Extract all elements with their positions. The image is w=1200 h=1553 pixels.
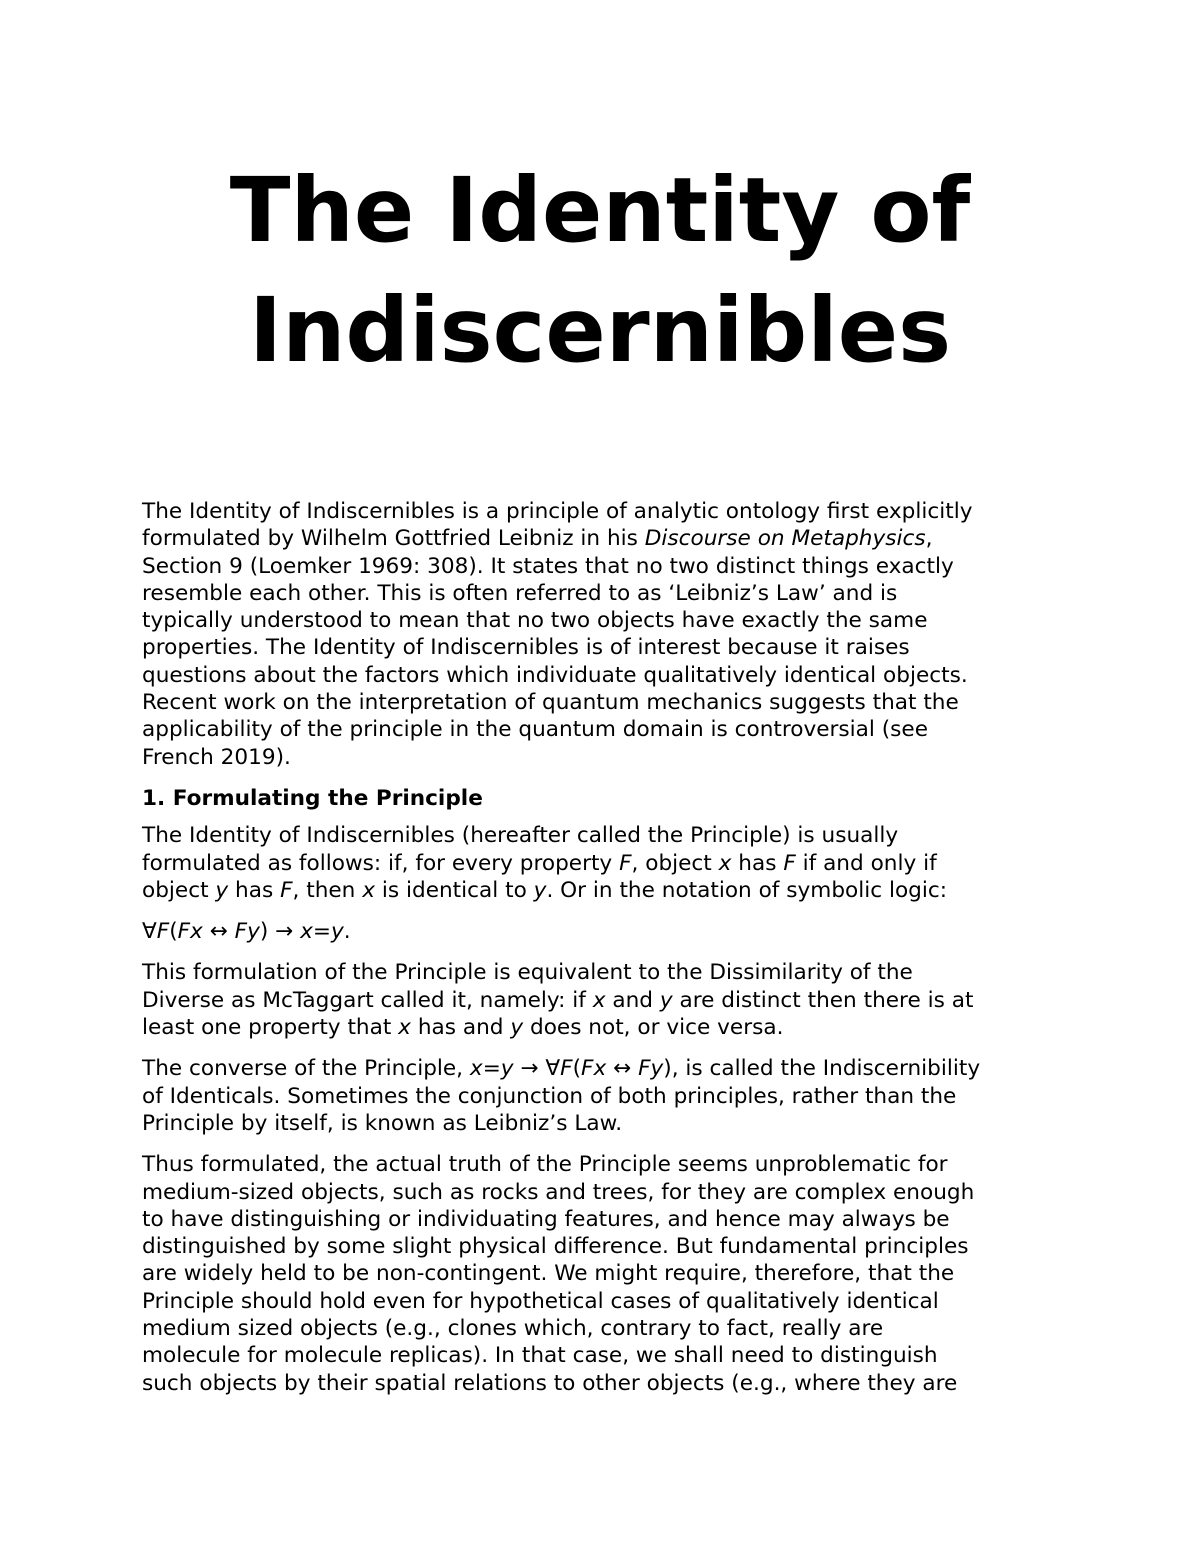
text-run: formulated as follows: if, for every property	[142, 850, 620, 876]
text-line	[142, 987, 1072, 1014]
text-line	[142, 850, 1072, 877]
variable: F	[783, 850, 796, 876]
text-line: medium sized objects (e.g., clones which, contrary to fact, really are	[142, 1316, 884, 1342]
symbol: .	[343, 919, 351, 945]
variable: y	[215, 877, 229, 903]
symbol: ↔	[606, 1056, 639, 1082]
symbol: =	[482, 1056, 501, 1082]
text-line	[142, 918, 1072, 945]
text-line: applicability of the principle in the quantum domain is controversial (see	[142, 717, 928, 743]
variable: x	[469, 1056, 483, 1082]
variable: Fx	[177, 919, 203, 945]
variable: x	[362, 877, 376, 903]
variable: F	[156, 919, 170, 945]
text-line: properties. The Identity of Indiscernibles is of interest because it raises	[142, 635, 910, 661]
variable: y	[659, 987, 673, 1013]
text-line: Section 9 (Loemker 1969: 308). It states that no two distinct things exactly	[142, 553, 954, 579]
paragraph	[142, 1055, 1072, 1137]
text-run: , then	[292, 877, 363, 903]
text-line: questions about the factors which individuate qualitatively identical objects.	[142, 662, 968, 688]
text-line: The Identity of Indiscernibles is a principle of analytic ontology first explicitly	[142, 499, 973, 524]
text-run: object	[142, 877, 216, 903]
text-line	[142, 525, 1072, 552]
symbol: ∀	[142, 919, 157, 945]
text-line: The Identity of Indiscernibles (hereafter called the Principle) is usually	[142, 823, 899, 849]
text-line: typically understood to mean that no two objects have exactly the same	[142, 608, 928, 634]
section-heading: 1. Formulating the Principle	[142, 785, 483, 811]
logic-formula	[142, 918, 1072, 945]
document-body	[142, 498, 1072, 1411]
text-line: distinguished by some slight physical difference. But fundamental principles	[142, 1234, 969, 1260]
variable: x	[592, 987, 606, 1013]
text-run: has and	[410, 1015, 511, 1041]
text-run: Diverse as McTaggart called it, namely: if	[142, 987, 593, 1013]
variable: y	[500, 1056, 514, 1082]
text-line: are widely held to be non-contingent. We might require, therefore, that the	[142, 1261, 955, 1287]
title-line: Indiscernibles	[248, 278, 952, 382]
title-line: The Identity of	[229, 158, 971, 262]
variable: Fy	[638, 1056, 664, 1082]
text-run: formulated by Wilhelm Gottfried Leibniz in his	[142, 526, 645, 552]
symbol: (	[572, 1056, 582, 1082]
variable: x	[398, 1015, 411, 1041]
paragraph	[142, 1151, 1072, 1397]
text-line	[142, 1014, 1072, 1041]
variable: y	[331, 919, 344, 945]
variable: y	[533, 877, 547, 903]
text-line: Recent work on the interpretation of quantum mechanics suggests that the	[142, 690, 959, 716]
variable: F	[280, 877, 293, 903]
variable: y	[510, 1015, 524, 1041]
text-line: resemble each other. This is often referred to as ‘Leibniz’s Law’ and is	[142, 580, 898, 606]
paragraph	[142, 822, 1072, 904]
text-run: . Or in the notation of symbolic logic:	[546, 877, 948, 903]
text-line: Principle should hold even for hypothetical cases of qualitatively identical	[142, 1288, 939, 1314]
symbol: → ∀	[513, 1056, 561, 1082]
text-line: molecule for molecule replicas). In that case, we shall need to distinguish	[142, 1343, 938, 1369]
paragraph	[142, 959, 1072, 1041]
text-line: Thus formulated, the actual truth of the Principle seems unproblematic for	[142, 1152, 948, 1178]
symbol: =	[312, 919, 331, 945]
text-line: French 2019).	[142, 744, 291, 770]
text-line: such objects by their spatial relations to other objects (e.g., where they are	[142, 1370, 958, 1396]
text-run: is identical to	[375, 877, 534, 903]
text-line	[142, 1055, 1072, 1082]
text-run: ), is called the Indiscernibility	[663, 1056, 981, 1082]
text-line: medium-sized objects, such as rocks and trees, for they are complex enough	[142, 1179, 975, 1205]
text-run: ,	[925, 526, 933, 552]
text-run: , object	[631, 850, 719, 876]
book-title: Discourse on Metaphysics	[644, 526, 926, 552]
intro-paragraph	[142, 498, 1072, 771]
text-line: of Identicals. Sometimes the conjunction of both principles, rather than the	[142, 1083, 957, 1109]
text-run: does not, or vice versa.	[523, 1015, 784, 1041]
page-title	[100, 150, 1100, 390]
symbol: (	[169, 919, 178, 945]
text-run: least one property that	[142, 1015, 399, 1041]
variable: F	[619, 850, 632, 876]
text-line: to have distinguishing or individuating features, and hence may always be	[142, 1206, 950, 1232]
variable: x	[718, 850, 732, 876]
variable: F	[560, 1056, 573, 1082]
text-line	[142, 877, 1072, 904]
text-run: are distinct then there is at	[672, 987, 974, 1013]
variable: Fx	[581, 1056, 607, 1082]
symbol: ↔	[202, 919, 235, 945]
variable: x	[300, 919, 313, 945]
text-run: has	[228, 877, 281, 903]
variable: Fy	[234, 919, 260, 945]
text-run: The converse of the Principle,	[142, 1056, 470, 1082]
text-run: if and only if	[795, 850, 937, 876]
text-run: and	[605, 987, 660, 1013]
text-line: Principle by itself, is known as Leibniz’s Law.	[142, 1110, 623, 1136]
symbol: ) →	[259, 919, 301, 945]
text-line: This formulation of the Principle is equivalent to the Dissimilarity of the	[142, 960, 913, 986]
text-run: has	[731, 850, 784, 876]
